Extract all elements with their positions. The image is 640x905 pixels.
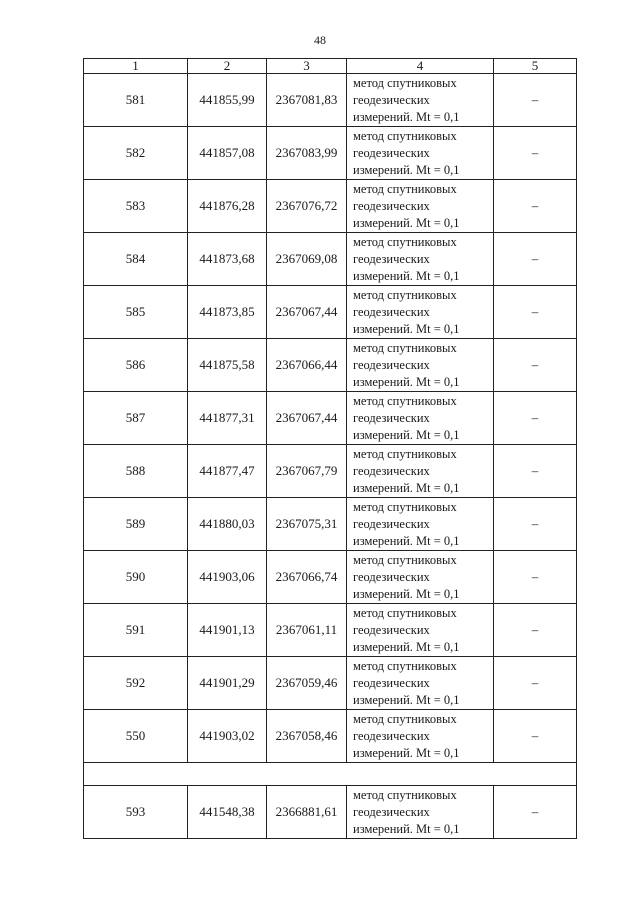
note-cell: – (494, 710, 577, 763)
y-coordinate-cell: 2367076,72 (267, 180, 347, 233)
method-cell: метод спутниковых геодезических измерений. Mt = 0,1 (347, 233, 494, 286)
y-coordinate-cell: 2367061,11 (267, 604, 347, 657)
y-coordinate-cell: 2367067,44 (267, 392, 347, 445)
x-coordinate-cell: 441855,99 (188, 74, 267, 127)
x-coordinate-cell: 441875,58 (188, 339, 267, 392)
note-cell: – (494, 786, 577, 839)
point-number-cell: 588 (84, 445, 188, 498)
point-number-cell: 581 (84, 74, 188, 127)
note-cell: – (494, 392, 577, 445)
x-coordinate-cell: 441548,38 (188, 786, 267, 839)
x-coordinate-cell: 441873,85 (188, 286, 267, 339)
method-cell: метод спутниковых геодезических измерений. Mt = 0,1 (347, 445, 494, 498)
y-coordinate-cell: 2366881,61 (267, 786, 347, 839)
note-cell: – (494, 180, 577, 233)
method-cell: метод спутниковых геодезических измерений. Mt = 0,1 (347, 74, 494, 127)
x-coordinate-cell: 441857,08 (188, 127, 267, 180)
table-row (84, 392, 577, 445)
y-coordinate-cell: 2367069,08 (267, 233, 347, 286)
table-row (84, 445, 577, 498)
x-coordinate-cell: 441903,06 (188, 551, 267, 604)
x-coordinate-cell: 441880,03 (188, 498, 267, 551)
note-cell: – (494, 127, 577, 180)
y-coordinate-cell: 2367083,99 (267, 127, 347, 180)
separator-cell (84, 763, 577, 786)
point-number-cell: 590 (84, 551, 188, 604)
note-cell: – (494, 233, 577, 286)
method-cell: метод спутниковых геодезических измерений. Mt = 0,1 (347, 392, 494, 445)
table-row (84, 127, 577, 180)
method-cell: метод спутниковых геодезических измерений. Mt = 0,1 (347, 786, 494, 839)
note-cell: – (494, 498, 577, 551)
y-coordinate-cell: 2367067,79 (267, 445, 347, 498)
page-number: 48 (314, 33, 326, 47)
note-cell: – (494, 286, 577, 339)
header-col-3: 3 (267, 59, 347, 74)
note-cell: – (494, 339, 577, 392)
x-coordinate-cell: 441901,29 (188, 657, 267, 710)
header-col-1: 1 (84, 59, 188, 74)
note-cell: – (494, 604, 577, 657)
y-coordinate-cell: 2367081,83 (267, 74, 347, 127)
table-row (84, 180, 577, 233)
x-coordinate-cell: 441877,47 (188, 445, 267, 498)
y-coordinate-cell: 2367066,74 (267, 551, 347, 604)
point-number-cell: 550 (84, 710, 188, 763)
table-row (84, 604, 577, 657)
y-coordinate-cell: 2367067,44 (267, 286, 347, 339)
coordinates-table (83, 58, 577, 839)
x-coordinate-cell: 441903,02 (188, 710, 267, 763)
table-row (84, 339, 577, 392)
point-number-cell: 591 (84, 604, 188, 657)
note-cell: – (494, 657, 577, 710)
table-row (84, 710, 577, 763)
header-col-5: 5 (494, 59, 577, 74)
x-coordinate-cell: 441877,31 (188, 392, 267, 445)
note-cell: – (494, 74, 577, 127)
x-coordinate-cell: 441873,68 (188, 233, 267, 286)
point-number-cell: 584 (84, 233, 188, 286)
method-cell: метод спутниковых геодезических измерений. Mt = 0,1 (347, 339, 494, 392)
method-cell: метод спутниковых геодезических измерений. Mt = 0,1 (347, 498, 494, 551)
note-cell: – (494, 445, 577, 498)
point-number-cell: 583 (84, 180, 188, 233)
point-number-cell: 586 (84, 339, 188, 392)
y-coordinate-cell: 2367066,44 (267, 339, 347, 392)
method-cell: метод спутниковых геодезических измерений. Mt = 0,1 (347, 657, 494, 710)
point-number-cell: 592 (84, 657, 188, 710)
table-row (84, 286, 577, 339)
point-number-cell: 589 (84, 498, 188, 551)
y-coordinate-cell: 2367058,46 (267, 710, 347, 763)
method-cell: метод спутниковых геодезических измерений. Mt = 0,1 (347, 180, 494, 233)
x-coordinate-cell: 441876,28 (188, 180, 267, 233)
table-row (84, 233, 577, 286)
table-row (84, 657, 577, 710)
point-number-cell: 587 (84, 392, 188, 445)
method-cell: метод спутниковых геодезических измерений. Mt = 0,1 (347, 710, 494, 763)
table-row (84, 498, 577, 551)
method-cell: метод спутниковых геодезических измерений. Mt = 0,1 (347, 127, 494, 180)
note-cell: – (494, 551, 577, 604)
y-coordinate-cell: 2367059,46 (267, 657, 347, 710)
point-number-cell: 593 (84, 786, 188, 839)
method-cell: метод спутниковых геодезических измерений. Mt = 0,1 (347, 286, 494, 339)
point-number-cell: 582 (84, 127, 188, 180)
table-row (84, 74, 577, 127)
table-separator-row (84, 763, 577, 786)
table-row (84, 786, 577, 839)
header-col-2: 2 (188, 59, 267, 74)
x-coordinate-cell: 441901,13 (188, 604, 267, 657)
table-header-row (84, 59, 577, 74)
method-cell: метод спутниковых геодезических измерений. Mt = 0,1 (347, 604, 494, 657)
y-coordinate-cell: 2367075,31 (267, 498, 347, 551)
point-number-cell: 585 (84, 286, 188, 339)
method-cell: метод спутниковых геодезических измерений. Mt = 0,1 (347, 551, 494, 604)
table-row (84, 551, 577, 604)
header-col-4: 4 (347, 59, 494, 74)
